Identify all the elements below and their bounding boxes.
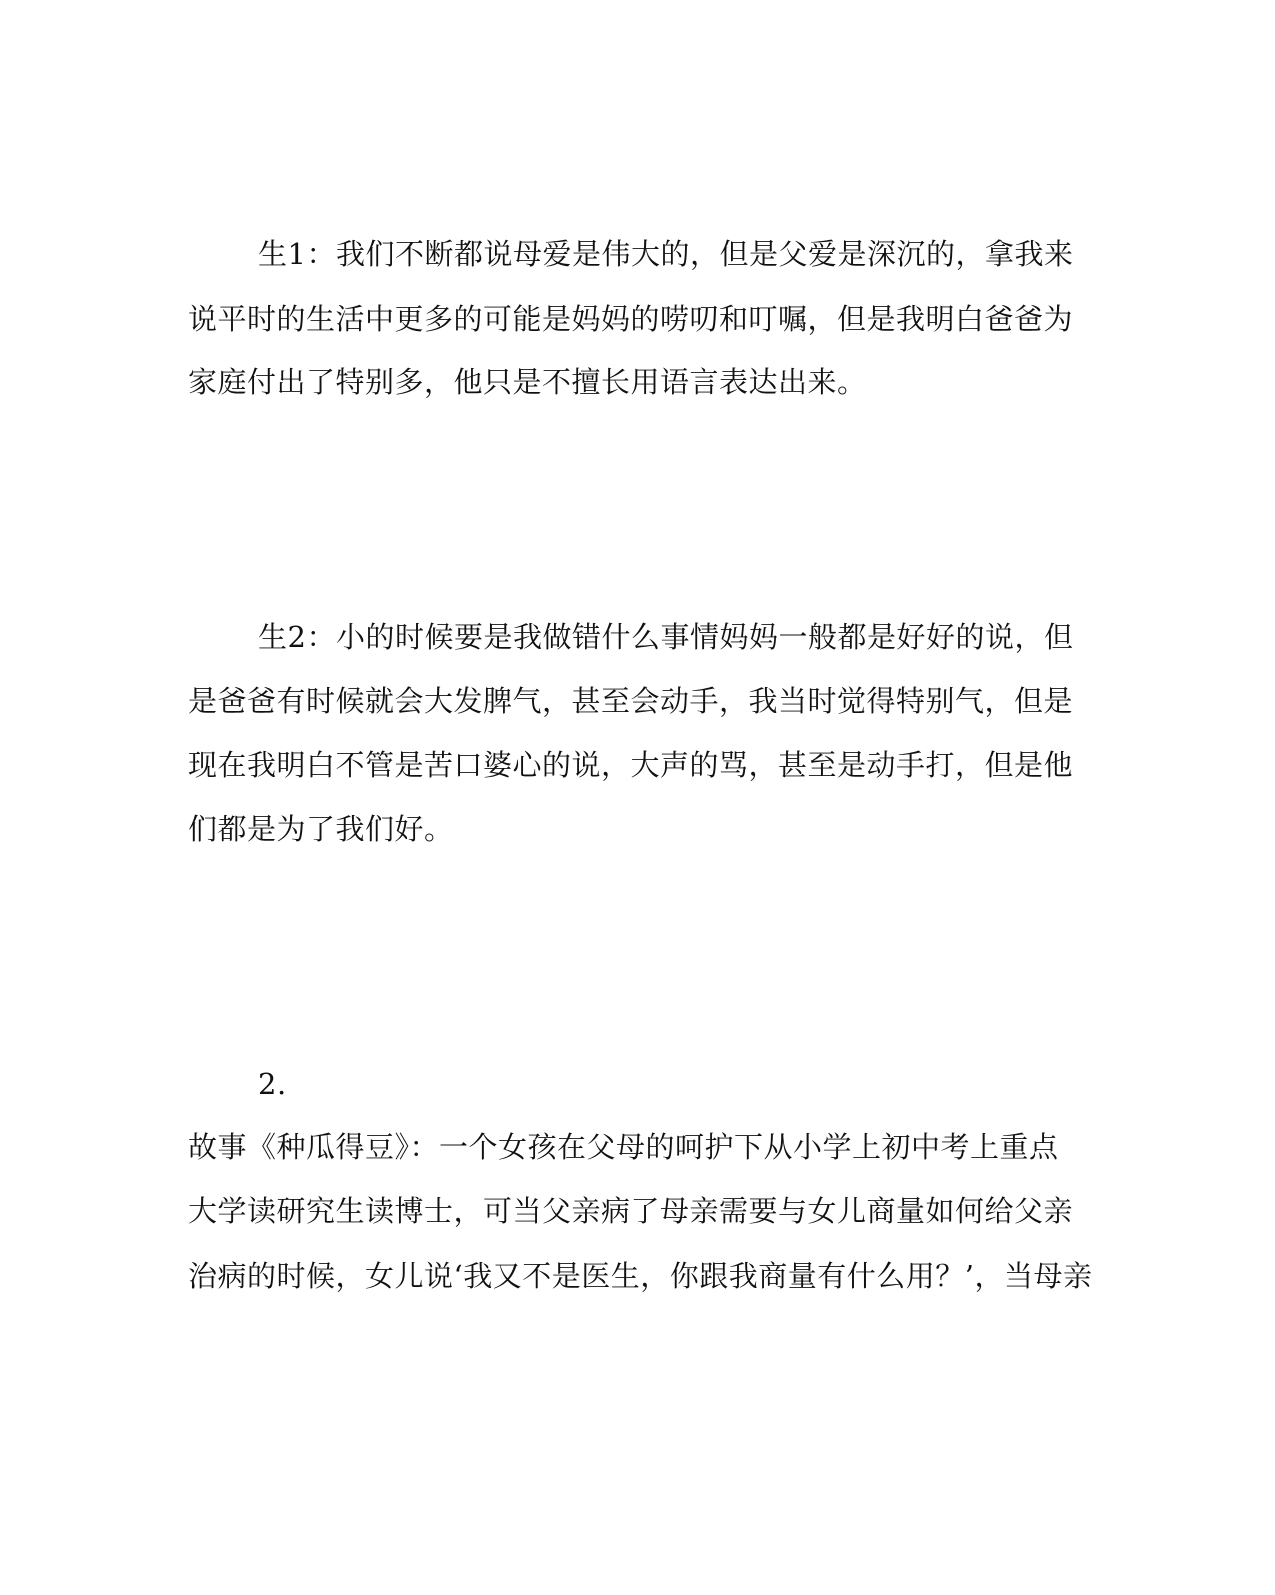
paragraph-2-line-4: 们都是为了我们好。	[188, 812, 454, 846]
paragraph-2-line-2: 是爸爸有时候就会大发脾气，甚至会动手，我当时觉得特别气，但是	[188, 684, 1074, 718]
paragraph-1-line-2: 说平时的生活中更多的可能是妈妈的唠叨和叮嘱，但是我明白爸爸为	[188, 302, 1074, 336]
paragraph-3-line-2: 大学读研究生读博士，可当父亲病了母亲需要与女儿商量如何给父亲	[188, 1194, 1074, 1228]
paragraph-1-line-1: 生1：我们不断都说母爱是伟大的，但是父爱是深沉的，拿我来	[258, 237, 1074, 271]
paragraph-1-line-3: 家庭付出了特别多，他只是不擅长用语言表达出来。	[188, 365, 867, 399]
paragraph-2-line-1: 生2：小的时候要是我做错什么事情妈妈一般都是好好的说，但	[258, 620, 1074, 654]
section-number: 2.	[258, 1067, 287, 1101]
paragraph-2-line-3: 现在我明白不管是苦口婆心的说，大声的骂，甚至是动手打，但是他	[188, 748, 1074, 782]
paragraph-3-line-3: 治病的时候，女儿说‘我又不是医生，你跟我商量有什么用？’，当母亲	[188, 1259, 1093, 1293]
paragraph-3-line-1: 故事《种瓜得豆》：一个女孩在父母的呵护下从小学上初中考上重点	[188, 1130, 1059, 1164]
